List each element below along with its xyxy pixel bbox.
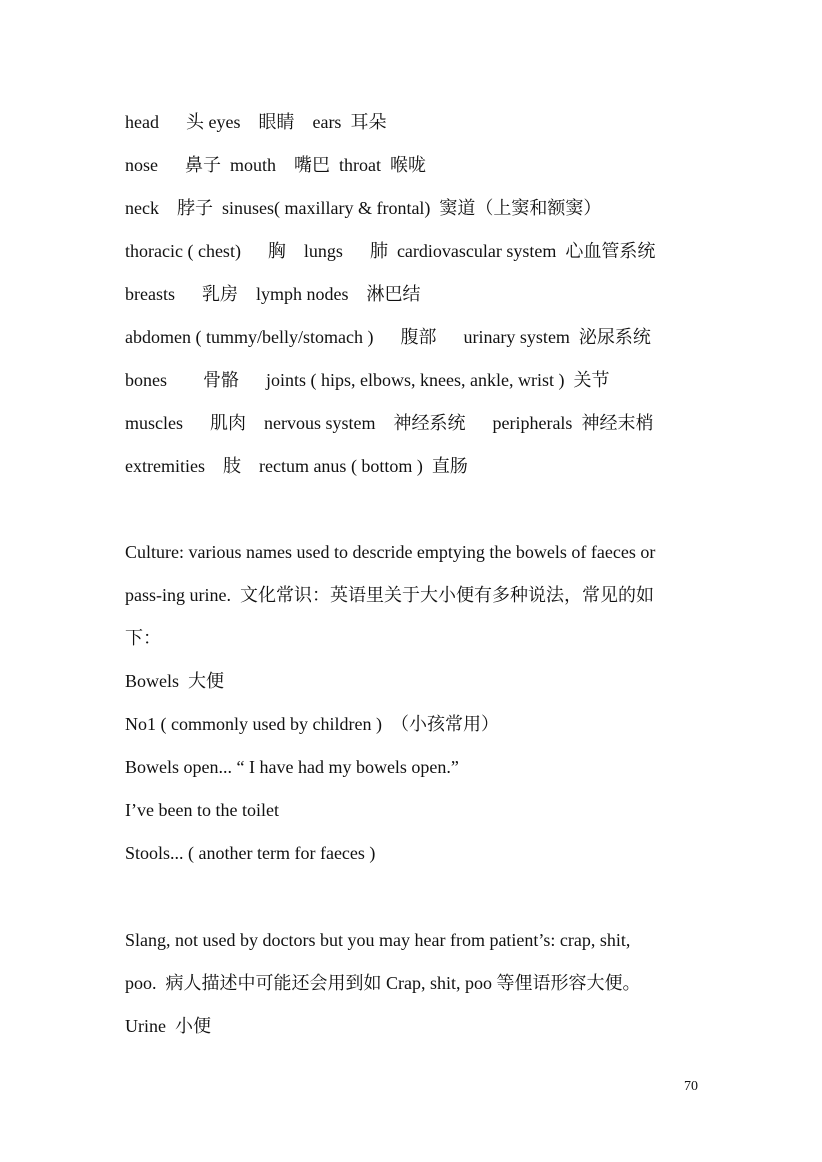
- culture-line-intro: Culture: various names used to descride emptying the bowels of faeces or: [125, 542, 656, 562]
- culture-line-passing-urine: pass-ing urine. 文化常识：英语里关于大小便有多种说法，常见的如: [125, 585, 654, 605]
- slang-line-poo: poo. 病人描述中可能还会用到如 Crap, shit, poo 等俚语形容大便。: [125, 973, 641, 993]
- vocab-line-nose-mouth-throat: nose 鼻子 mouth 嘴巴 throat 喉咙: [125, 155, 426, 175]
- vocab-line-muscles-nervous: muscles 肌肉 nervous system 神经系统 peripherals 神经末梢: [125, 413, 654, 433]
- culture-line-bowels-open: Bowels open... “ I have had my bowels open.”: [125, 757, 459, 777]
- vocab-line-bones-joints: bones 骨骼 joints ( hips, elbows, knees, ankle, wrist ) 关节: [125, 370, 610, 390]
- culture-line-no1: No1 ( commonly used by children ) （小孩常用）: [125, 714, 499, 734]
- slang-line-intro: Slang, not used by doctors but you may hear from patient’s: crap, shit,: [125, 930, 631, 950]
- culture-line-stools: Stools... ( another term for faeces ): [125, 843, 376, 863]
- vocab-line-head-eyes-ears: head 头 eyes 眼睛 ears 耳朵: [125, 112, 387, 132]
- culture-line-below: 下：: [125, 628, 161, 648]
- culture-line-bowels: Bowels 大便: [125, 671, 224, 691]
- page-number: 70: [684, 1079, 698, 1094]
- vocab-line-neck-sinuses: neck 脖子 sinuses( maxillary & frontal) 窦道（上窦和额窦）: [125, 198, 602, 218]
- slang-line-urine: Urine 小便: [125, 1016, 211, 1036]
- vocab-line-abdomen-urinary: abdomen ( tummy/belly/stomach ) 腹部 urinary system 泌尿系统: [125, 327, 651, 347]
- vocab-line-extremities-rectum: extremities 肢 rectum anus ( bottom ) 直肠: [125, 456, 468, 476]
- vocab-line-breasts-lymph: breasts 乳房 lymph nodes 淋巴结: [125, 284, 421, 304]
- culture-line-toilet: I’ve been to the toilet: [125, 800, 279, 820]
- vocab-line-thoracic-lungs: thoracic ( chest) 胸 lungs 肺 cardiovascular system 心血管系统: [125, 241, 656, 261]
